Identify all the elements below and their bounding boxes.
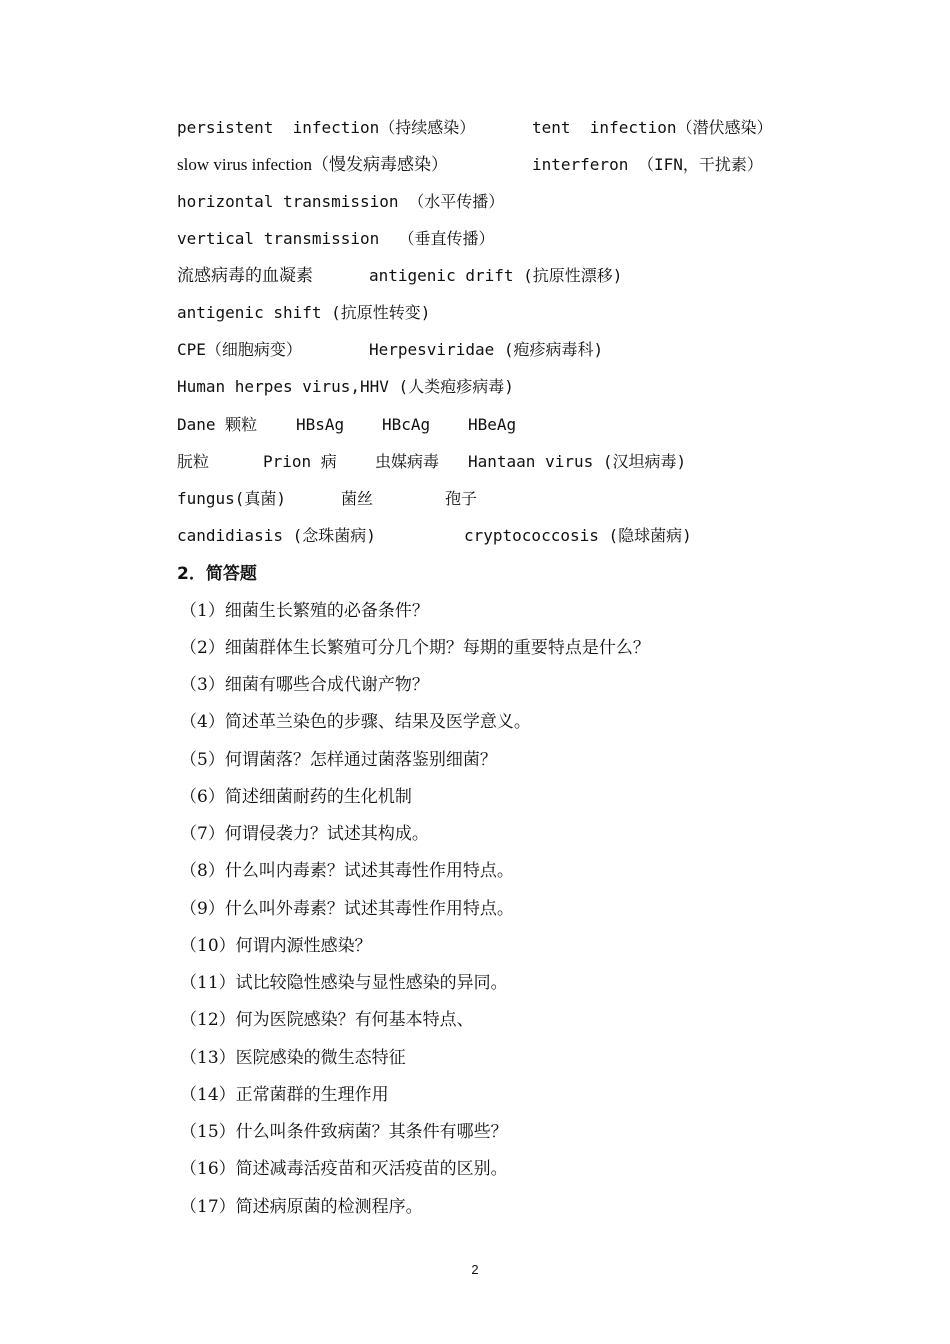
question-9: （9）什么叫外毒素？试述其毒性作用特点。: [180, 899, 514, 919]
term-hbeag: HBeAg: [468, 415, 517, 434]
term-cpe: CPE（细胞病变）: [177, 340, 302, 359]
question-13: （13）医院感染的微生态特征: [180, 1048, 406, 1068]
term-horizontal-transmission: horizontal transmission （水平传播）: [177, 192, 505, 211]
term-line-7: [177, 334, 604, 366]
question-6: （6）简述细菌耐药的生化机制: [180, 787, 412, 807]
question-5: （5）何谓菌落？怎样通过菌落鉴别细菌？: [180, 750, 497, 770]
term-interferon: interferon （IFN，干扰素）: [532, 155, 763, 174]
term-line-12: [177, 520, 692, 552]
question-2: （2）细菌群体生长繁殖可分几个期？每期的重要特点是什么？: [180, 638, 650, 658]
term-slow-virus-infection: slow virus infection（慢发病毒感染）: [177, 155, 449, 174]
term-line-11: [177, 483, 478, 515]
term-spore: 孢子: [445, 489, 478, 508]
term-hypha: 菌丝: [341, 489, 374, 508]
section-heading: 2．简答题: [177, 564, 257, 584]
question-11: （11）试比较隐性感染与显性感染的异同。: [180, 973, 508, 993]
term-hantaan-virus: Hantaan virus (汉坦病毒): [468, 452, 687, 471]
page-number: 2: [471, 1262, 479, 1277]
term-prion-disease: Prion 病: [263, 452, 337, 471]
question-14: （14）正常菌群的生理作用: [180, 1085, 389, 1105]
term-line-10: [177, 446, 687, 478]
term-fungus: fungus(真菌): [177, 489, 287, 508]
term-line-1: [177, 112, 773, 144]
term-arbovirus: 虫媒病毒: [375, 452, 440, 471]
term-prion-particle: 朊粒: [177, 452, 210, 471]
term-line-9: [177, 409, 517, 441]
question-16: （16）简述减毒活疫苗和灭活疫苗的区别。: [180, 1159, 508, 1179]
term-line-5: [177, 260, 623, 292]
question-3: （3）细菌有哪些合成代谢产物？: [180, 675, 429, 695]
term-persistent-infection: persistent infection（持续感染）: [177, 118, 476, 137]
term-cryptococcosis: cryptococcosis (隐球菌病): [464, 526, 692, 545]
term-vertical-transmission: vertical transmission （垂直传播）: [177, 229, 495, 248]
term-hbcag: HBcAg: [382, 415, 431, 434]
term-antigenic-drift: antigenic drift (抗原性漂移): [369, 266, 623, 285]
term-hbsag: HBsAg: [296, 415, 345, 434]
term-herpesviridae: Herpesviridae (疱疹病毒科): [369, 340, 604, 359]
term-antigenic-shift: antigenic shift (抗原性转变): [177, 303, 431, 322]
question-17: （17）简述病原菌的检测程序。: [180, 1197, 423, 1217]
question-10: （10）何谓内源性感染？: [180, 936, 372, 956]
question-15: （15）什么叫条件致病菌？其条件有哪些？: [180, 1122, 508, 1142]
question-8: （8）什么叫内毒素？试述其毒性作用特点。: [180, 861, 514, 881]
question-4: （4）简述革兰染色的步骤、结果及医学意义。: [180, 712, 531, 732]
term-candidiasis: candidiasis (念珠菌病): [177, 526, 376, 545]
term-human-herpes-virus: Human herpes virus,HHV (人类疱疹病毒): [177, 377, 514, 396]
term-line-4: [177, 223, 495, 255]
term-line-3: [177, 186, 505, 218]
term-hemagglutinin: 流感病毒的血凝素: [177, 266, 313, 286]
question-12: （12）何为医院感染？有何基本特点、: [180, 1010, 474, 1030]
question-1: （1）细菌生长繁殖的必备条件？: [180, 601, 429, 621]
term-dane-particle: Dane 颗粒: [177, 415, 258, 434]
term-line-2: [177, 149, 763, 181]
term-line-8: [177, 371, 514, 403]
term-tent-infection: tent infection（潜伏感染）: [532, 118, 773, 137]
question-7: （7）何谓侵袭力？试述其构成。: [180, 824, 429, 844]
term-line-6: [177, 297, 431, 329]
